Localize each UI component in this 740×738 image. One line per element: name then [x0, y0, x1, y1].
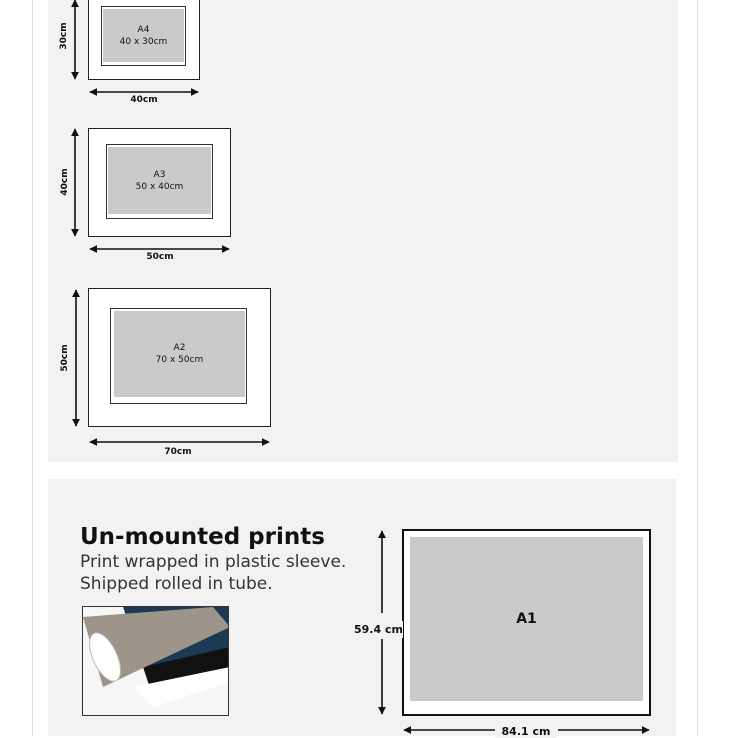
unmounted-line2: Shipped rolled in tube. — [80, 574, 273, 594]
a4-name: A4 — [137, 24, 150, 35]
a4-print — [103, 9, 184, 62]
a2-width-label: 70cm — [164, 447, 192, 457]
a1-width-label: 84.1 cm — [496, 725, 557, 738]
page-border-right — [697, 0, 698, 736]
a3-print — [108, 147, 211, 214]
rolled-print-photo — [82, 606, 229, 716]
a3-width-label: 50cm — [146, 252, 174, 262]
a4-width-label: 40cm — [130, 95, 158, 105]
a4-dims: 40 x 30cm — [119, 36, 168, 47]
a1-name: A1 — [516, 611, 537, 627]
a2-print — [114, 311, 245, 397]
unmounted-line1: Print wrapped in plastic sleeve. — [80, 552, 347, 572]
a3-name: A3 — [153, 169, 166, 180]
page-border-left — [32, 0, 33, 736]
a3-height-label: 40cm — [60, 168, 70, 196]
a1-print — [410, 537, 643, 701]
unmounted-title: Un-mounted prints — [80, 524, 325, 550]
a1-height-label: 59.4 cm — [354, 623, 403, 636]
a4-height-label: 30cm — [59, 22, 69, 50]
a2-height-label: 50cm — [60, 344, 70, 372]
a3-dims: 50 x 40cm — [135, 181, 184, 192]
a2-name: A2 — [173, 343, 186, 353]
a2-dims: 70 x 50cm — [155, 355, 204, 365]
